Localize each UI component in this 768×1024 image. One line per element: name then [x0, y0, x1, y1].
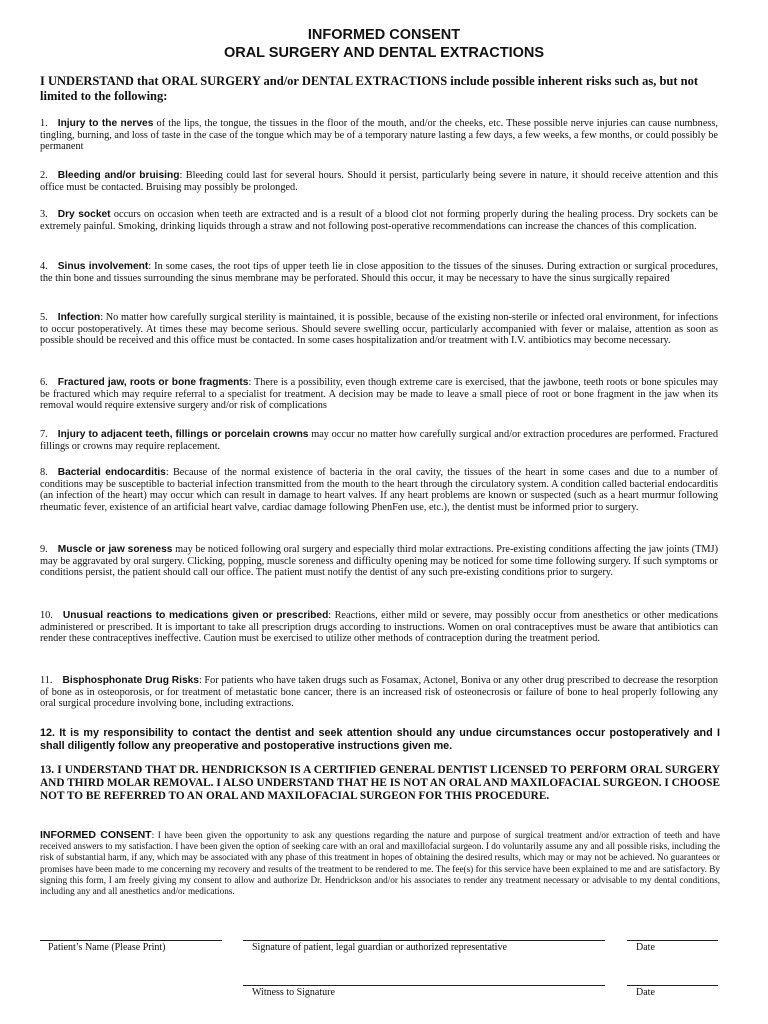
item-number: 5.	[40, 312, 48, 323]
consent-heading: INFORMED CONSENT	[40, 829, 152, 841]
item-heading: Fractured jaw, roots or bone fragments	[57, 377, 249, 388]
risk-item-4	[40, 261, 718, 284]
responsibility-statement: 12. It is my responsibility to contact the dentist and seek attention should any undue circumstances occur postoperatively and I shall diligently follow any preoperative and postoperative instructions given me.	[40, 727, 720, 752]
witness-signature-line[interactable]	[243, 985, 605, 986]
witness-date-label: Date	[636, 987, 655, 998]
item-number: 1.	[40, 118, 48, 129]
item-heading: Sinus involvement	[57, 261, 149, 272]
patient-name-label: Patient’s Name (Please Print)	[48, 942, 166, 953]
risk-item-6	[40, 377, 718, 412]
risk-item-3	[40, 209, 718, 232]
witness-date-line[interactable]	[627, 985, 718, 986]
patient-name-line[interactable]	[40, 940, 222, 941]
patient-signature-line[interactable]	[243, 940, 605, 941]
item-heading: Injury to the nerves	[57, 118, 154, 129]
item-text: may occur no matter how carefully surgical and/or extraction procedures are performed. Fractured fillings or crowns may require replacement.	[40, 429, 718, 452]
item-number: 2.	[40, 170, 48, 181]
intro-statement: I UNDERSTAND that ORAL SURGERY and/or DENTAL EXTRACTIONS include possible inherent risks such as, but not limited to the following:	[40, 74, 699, 103]
item-text: : There is a possibility, even though extreme care is exercised, that the jawbone, teeth roots or bone spicules may be fractured which may require referral to a specialist for treatment. A decision may be made to leave a small piece of root or bone fragment in the jaw when its removal would require extensive surgery and/or risk of complications	[40, 377, 718, 412]
item-text: : Reactions, either mild or severe, may possibly occur from anesthetics or other medications administered or prescribed. It is important to take all prescription drugs according to instructions. Women on oral contraceptives must be aware that antibiotics can render these contraceptives ineffective. Caution must be exercised to utilize other methods of contraception during the treatment period.	[40, 610, 718, 645]
risk-item-10	[40, 610, 718, 645]
item-number: 11.	[40, 675, 53, 686]
item-text: : Because of the normal existence of bacteria in the oral cavity, the tissues of the heart in some cases and due to a number of conditions may be susceptible to bacterial infection transmitted from the mouth to the heart through the circulatory system. A condition called bacterial endocarditis (an infection of the heart) may occur which can result in damage to heart valves. If any heart problems are known or suspected (such as a heart murmur following rheumatic fever, existence of an artificial heart valve, cardiac damage following PhenFen use, etc.), the dentist must be informed prior to surgery.	[40, 467, 718, 513]
date-label: Date	[636, 942, 655, 953]
informed-consent-paragraph	[40, 830, 720, 897]
risk-item-8	[40, 467, 718, 513]
form-subtitle: ORAL SURGERY AND DENTAL EXTRACTIONS	[223, 45, 545, 61]
item-heading: Unusual reactions to medications given or prescribed	[62, 610, 329, 621]
risk-item-1	[40, 118, 718, 153]
item-number: 8.	[40, 467, 48, 478]
item-number: 3.	[40, 209, 48, 220]
item-heading: Bisphosphonate Drug Risks	[62, 675, 199, 686]
form-title: INFORMED CONSENT	[307, 27, 461, 43]
item-text: of the lips, the tongue, the tissues in the floor of the mouth, and/or the cheeks, etc. These possible nerve injuries can cause numbness, tingling, burning, and loss of taste in the case of the tongue which may be of a temporary nature lasting a few days, a few weeks, a few months, or could possibly be permanent	[40, 118, 718, 153]
item-number: 10.	[40, 610, 53, 621]
witness-label: Witness to Signature	[252, 987, 335, 998]
consent-text: : I have been given the opportunity to ask any questions regarding the nature and purpose of surgical treatment and/or extraction of teeth and have received answers to my satisfaction. I have been given the option of seeking care with an oral and maxillofacial surgeon. I do voluntarily assume any and all possible risks, including the risk of substantial harm, if any, which may be associated with any phase of this treatment in hopes of obtaining the desired results, which may or may not be achieved. No guarantees or promises have been made to me concerning my recovery and results of the treatment to be rendered to me. The fee(s) for this service have been explained to me and are satisfactory. By signing this form, I am freely giving my consent to allow and authorize Dr. Hendrickson and/or his associates to render any treatment necessary or advisable to my dental conditions, including any and all anesthetics and/or medications.	[40, 830, 720, 897]
item-text: : For patients who have taken drugs such as Fosamax, Actonel, Boniva or any other drug prescribed to decrease the resorption of bone as in osteoporosis, or for treatment of metastatic bone cancer, there is an increased risk of osteonecrosis or failure of bone to heal properly following any oral surgical procedure involving bone, including extractions.	[40, 675, 718, 710]
risk-item-11	[40, 675, 718, 710]
item-text: may be noticed following oral surgery and especially third molar extractions. Pre-existing conditions affecting the jaw joints (TMJ) may be aggravated by oral surgery. Clicking, popping, muscle soreness and difficulty opening may be noticed for some time following surgery. If such symptoms or conditions persist, the patient should call our office. The patient must notify the dentist of any such pre-existing conditions prior to surgery.	[40, 544, 718, 579]
item-text: : Bleeding could last for several hours. Should it persist, particularly being severe in nature, it should receive attention and this office must be contacted. Bruising may possibly be prolonged.	[40, 170, 718, 193]
dentist-disclosure-statement: 13. I UNDERSTAND THAT DR. HENDRICKSON IS A CERTIFIED GENERAL DENTIST LICENSED TO PERFORM ORAL SURGERY AND THIRD MOLAR REMOVAL. I ALSO UNDERSTAND THAT HE IS NOT AN ORAL AND MAXILOFACIAL SURGEON. I CHOOSE NOT TO BE REFERRED TO AN ORAL AND MAXILOFACIAL SURGEON FOR THIS PROCEDURE.	[40, 764, 720, 802]
item-heading: Dry socket	[57, 209, 111, 220]
item-text: : In some cases, the root tips of upper teeth lie in close apposition to the tissues of the sinuses. During extraction or surgical procedures, the thin bone and tissues surrounding the sinus membrane may be perforated. Should this occur, it may be necessary to have the sinus surgically repaired	[40, 261, 718, 284]
risk-item-9	[40, 544, 718, 579]
item-heading: Injury to adjacent teeth, fillings or porcelain crowns	[57, 429, 309, 440]
item-heading: Bleeding and/or bruising	[57, 170, 180, 181]
item-number: 9.	[40, 544, 48, 555]
item-number: 7.	[40, 429, 48, 440]
risk-item-7	[40, 429, 718, 452]
item-number: 4.	[40, 261, 48, 272]
patient-signature-label: Signature of patient, legal guardian or authorized representative	[252, 942, 507, 953]
risk-item-5	[40, 312, 718, 347]
date-line[interactable]	[627, 940, 718, 941]
item-heading: Muscle or jaw soreness	[57, 544, 173, 555]
item-number: 6.	[40, 377, 48, 388]
item-text: : No matter how carefully surgical sterility is maintained, it is possible, because of the existing non-sterile or infected oral environment, for infections to occur postoperatively. At times these may become serious. Should severe swelling occur, particularly accompanied with fever or malaise, attention as soon as possible should be received and this office must be contacted. In some cases hospitalization and/or treatment with I.V. antibiotics may become necessary.	[40, 312, 718, 347]
risk-item-2	[40, 170, 718, 193]
item-heading: Bacterial endocarditis	[57, 467, 166, 478]
item-text: occurs on occasion when teeth are extracted and is a result of a blood clot not forming properly during the healing process. Dry sockets can be extremely painful. Smoking, drinking liquids through a straw and not following post-operative recommendations can increase the chances of this complication.	[40, 209, 718, 232]
item-heading: Infection	[57, 312, 101, 323]
